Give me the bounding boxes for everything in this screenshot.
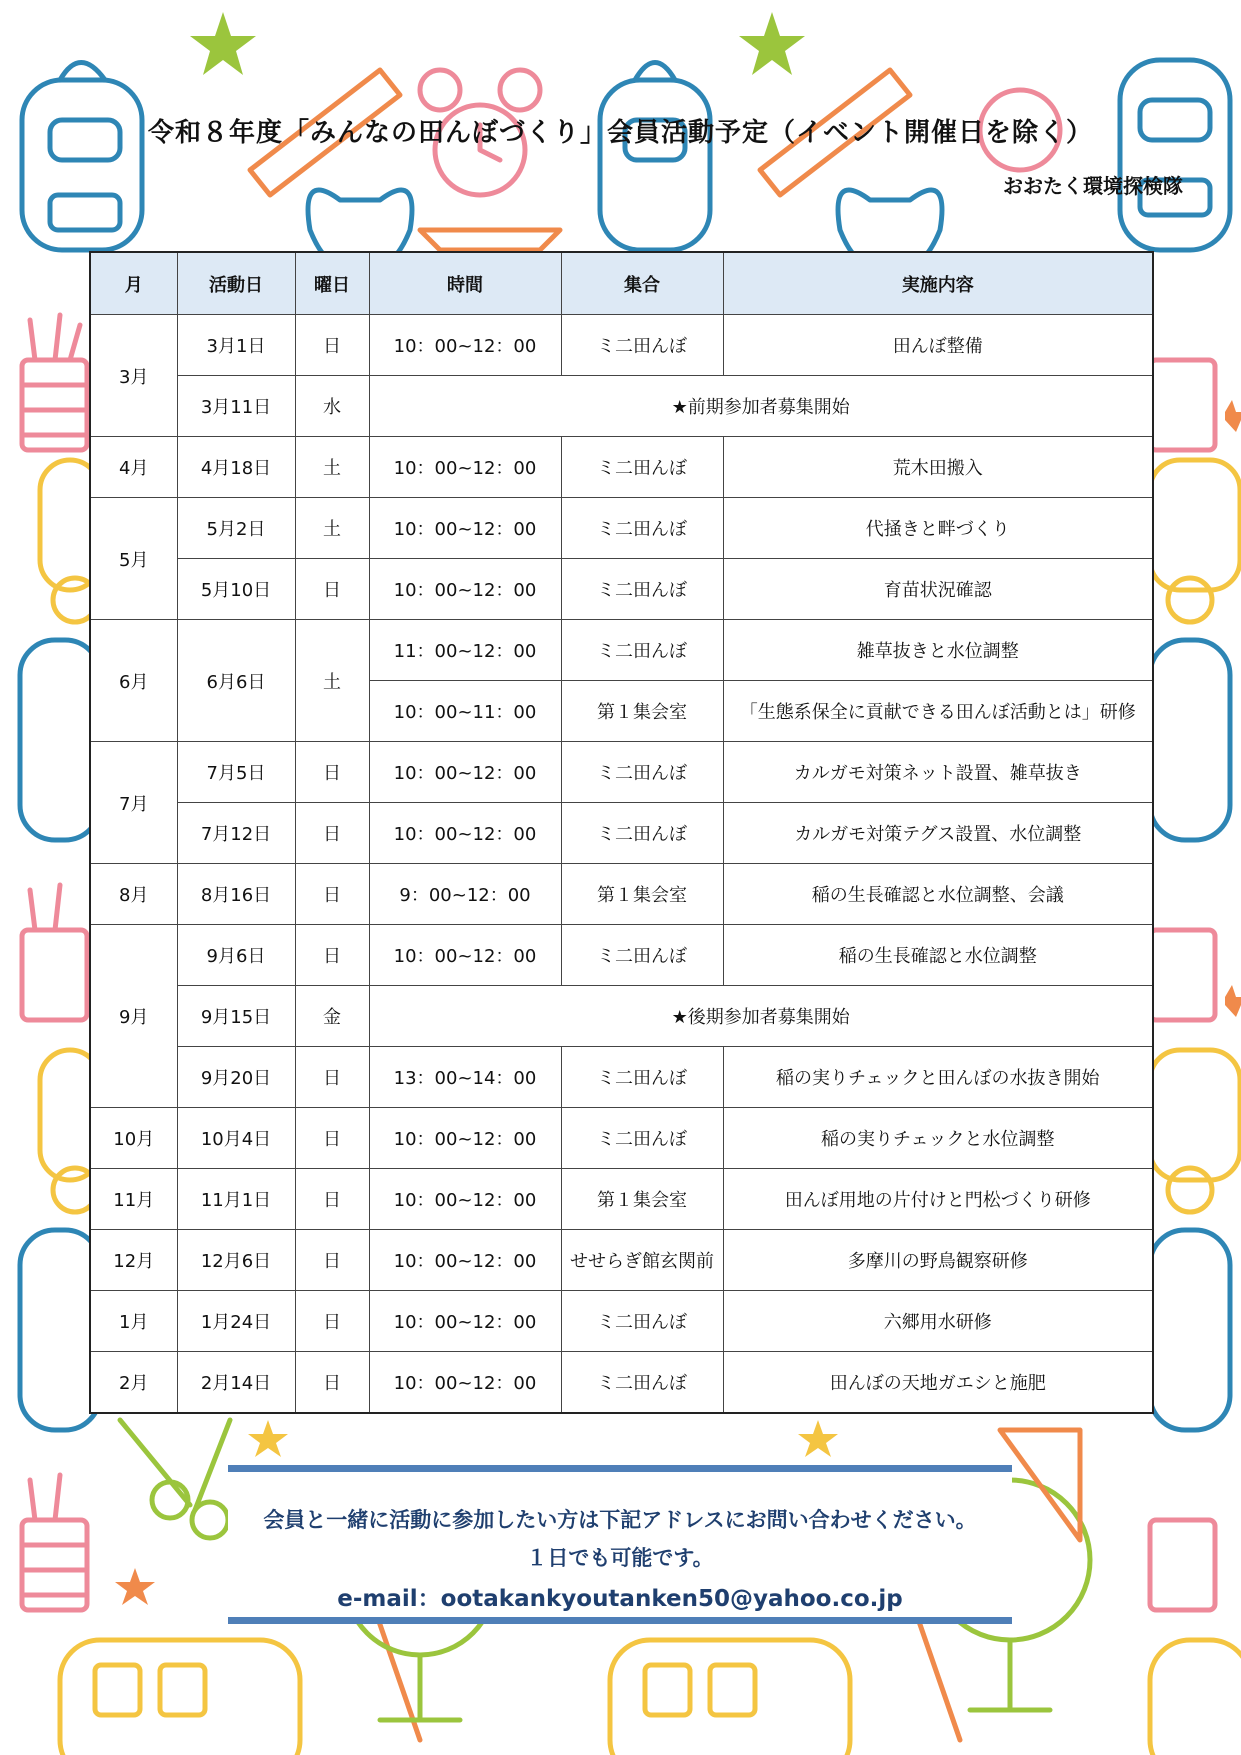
time-cell: 10：00~11：00 (369, 681, 561, 742)
table-row (90, 742, 1153, 803)
note-cell: ★前期参加者募集開始 (369, 376, 1153, 437)
time-cell: 11：00~12：00 (369, 620, 561, 681)
page-title: 令和８年度「みんなの田んぼづくり」会員活動予定（イベント開催日を除く） (147, 118, 1093, 148)
weekday-cell: 日 (295, 315, 369, 376)
content-cell: 育苗状況確認 (723, 559, 1153, 620)
weekday-cell: 日 (295, 1047, 369, 1108)
weekday-cell: 日 (295, 925, 369, 986)
note-cell: ★後期参加者募集開始 (369, 986, 1153, 1047)
content-cell: 多摩川の野鳥観察研修 (723, 1230, 1153, 1291)
weekday-cell: 土 (295, 498, 369, 559)
table-row (90, 1169, 1153, 1230)
month-cell: 11月 (90, 1169, 177, 1230)
month-cell: 10月 (90, 1108, 177, 1169)
table-row (90, 1108, 1153, 1169)
scissors-icon (120, 1420, 230, 1538)
contact-top-rule (228, 1465, 1012, 1472)
contact-bottom-rule (228, 1617, 1012, 1624)
content-cell: カルガモ対策ネット設置、雑草抜き (723, 742, 1153, 803)
month-cell: 3月 (90, 315, 177, 437)
date-cell: 12月6日 (177, 1230, 295, 1291)
date-cell: 3月1日 (177, 315, 295, 376)
header-time: 時間 (369, 252, 561, 315)
content-cell: 六郷用水研修 (723, 1291, 1153, 1352)
header-date: 活動日 (177, 252, 295, 315)
table-row (90, 803, 1153, 864)
date-cell: 5月10日 (177, 559, 295, 620)
table-row (90, 1047, 1153, 1108)
date-cell: 1月24日 (177, 1291, 295, 1352)
weekday-cell: 水 (295, 376, 369, 437)
date-cell: 2月14日 (177, 1352, 295, 1414)
month-cell: 4月 (90, 437, 177, 498)
place-cell: 第１集会室 (561, 864, 723, 925)
time-cell: 10：00~12：00 (369, 742, 561, 803)
table-row (90, 986, 1153, 1047)
organization-name: おおたく環境探検隊 (1003, 174, 1183, 198)
content-cell: 代掻きと畔づくり (723, 498, 1153, 559)
table-header-row (90, 252, 1153, 315)
date-cell: 7月5日 (177, 742, 295, 803)
month-cell: 12月 (90, 1230, 177, 1291)
place-cell: ミ二田んぼ (561, 925, 723, 986)
place-cell: ミ二田んぼ (561, 1047, 723, 1108)
header-place: 集合 (561, 252, 723, 315)
header-weekday: 曜日 (295, 252, 369, 315)
date-cell: 10月4日 (177, 1108, 295, 1169)
time-cell: 10：00~12：00 (369, 437, 561, 498)
content-cell: 稲の実りチェックと水位調整 (723, 1108, 1153, 1169)
month-cell: 1月 (90, 1291, 177, 1352)
month-cell: 8月 (90, 864, 177, 925)
place-cell: ミ二田んぼ (561, 1352, 723, 1414)
table-row (90, 437, 1153, 498)
date-cell: 4月18日 (177, 437, 295, 498)
date-cell: 9月20日 (177, 1047, 295, 1108)
time-cell: 10：00~12：00 (369, 498, 561, 559)
month-cell: 2月 (90, 1352, 177, 1414)
place-cell: ミ二田んぼ (561, 437, 723, 498)
table-row (90, 620, 1153, 681)
time-cell: 10：00~12：00 (369, 559, 561, 620)
time-cell: 10：00~12：00 (369, 1352, 561, 1414)
weekday-cell: 土 (295, 437, 369, 498)
weekday-cell: 日 (295, 1108, 369, 1169)
table-row (90, 925, 1153, 986)
date-cell: 9月6日 (177, 925, 295, 986)
place-cell: ミ二田んぼ (561, 315, 723, 376)
time-cell: 10：00~12：00 (369, 1169, 561, 1230)
weekday-cell: 金 (295, 986, 369, 1047)
weekday-cell: 日 (295, 1291, 369, 1352)
weekday-cell: 日 (295, 742, 369, 803)
table-row (90, 559, 1153, 620)
date-cell: 11月1日 (177, 1169, 295, 1230)
content-cell: 田んぼの天地ガエシと施肥 (723, 1352, 1153, 1414)
month-cell: 6月 (90, 620, 177, 742)
weekday-cell: 日 (295, 803, 369, 864)
place-cell: ミ二田んぼ (561, 803, 723, 864)
weekday-cell: 土 (295, 620, 369, 742)
table-row (90, 1352, 1153, 1414)
contact-email[interactable]: e-mail：ootakankyoutanken50@yahoo.co.jp (337, 1586, 903, 1612)
place-cell: ミ二田んぼ (561, 1108, 723, 1169)
place-cell: ミ二田んぼ (561, 620, 723, 681)
weekday-cell: 日 (295, 1169, 369, 1230)
date-cell: 8月16日 (177, 864, 295, 925)
time-cell: 10：00~12：00 (369, 925, 561, 986)
table-row (90, 1291, 1153, 1352)
month-cell: 9月 (90, 925, 177, 1108)
month-cell: 7月 (90, 742, 177, 864)
header-content: 実施内容 (723, 252, 1153, 315)
weekday-cell: 日 (295, 1352, 369, 1414)
place-cell: 第１集会室 (561, 1169, 723, 1230)
content-cell: 稲の生長確認と水位調整、会議 (723, 864, 1153, 925)
month-cell: 5月 (90, 498, 177, 620)
place-cell: ミ二田んぼ (561, 742, 723, 803)
date-cell: 3月11日 (177, 376, 295, 437)
contact-note: １日でも可能です。 (526, 1546, 714, 1570)
time-cell: 10：00~12：00 (369, 803, 561, 864)
content-cell: 稲の実りチェックと田んぼの水抜き開始 (723, 1047, 1153, 1108)
time-cell: 10：00~12：00 (369, 1108, 561, 1169)
contact-box (228, 1472, 1012, 1622)
table-row (90, 498, 1153, 559)
table-row (90, 315, 1153, 376)
content-cell: 荒木田搬入 (723, 437, 1153, 498)
place-cell: ミ二田んぼ (561, 498, 723, 559)
content-cell: 「生態系保全に貢献できる田んぼ活動とは」研修 (723, 681, 1153, 742)
contact-message: 会員と一緒に活動に参加したい方は下記アドレスにお問い合わせください。 (263, 1508, 977, 1532)
backpack-icon (1120, 60, 1230, 250)
place-cell: ミ二田んぼ (561, 1291, 723, 1352)
time-cell: 10：00~12：00 (369, 1230, 561, 1291)
content-cell: 稲の生長確認と水位調整 (723, 925, 1153, 986)
place-cell: ミ二田んぼ (561, 559, 723, 620)
weekday-cell: 日 (295, 864, 369, 925)
backpack-icon (600, 63, 710, 251)
date-cell: 5月2日 (177, 498, 295, 559)
table-row (90, 864, 1153, 925)
time-cell: 10：00~12：00 (369, 1291, 561, 1352)
date-cell: 6月6日 (177, 620, 295, 742)
weekday-cell: 日 (295, 1230, 369, 1291)
weekday-cell: 日 (295, 559, 369, 620)
content-cell: 雑草抜きと水位調整 (723, 620, 1153, 681)
place-cell: せせらぎ館玄関前 (561, 1230, 723, 1291)
time-cell: 9：00~12：00 (369, 864, 561, 925)
place-cell: 第１集会室 (561, 681, 723, 742)
table-row (90, 1230, 1153, 1291)
date-cell: 9月15日 (177, 986, 295, 1047)
time-cell: 13：00~14：00 (369, 1047, 561, 1108)
activity-schedule-table (89, 251, 1154, 1414)
table-row (90, 376, 1153, 437)
date-cell: 7月12日 (177, 803, 295, 864)
header-month: 月 (90, 252, 177, 315)
time-cell: 10：00~12：00 (369, 315, 561, 376)
backpack-icon (22, 63, 142, 251)
content-cell: 田んぼ整備 (723, 315, 1153, 376)
content-cell: 田んぼ用地の片付けと門松づくり研修 (723, 1169, 1153, 1230)
content-cell: カルガモ対策テグス設置、水位調整 (723, 803, 1153, 864)
